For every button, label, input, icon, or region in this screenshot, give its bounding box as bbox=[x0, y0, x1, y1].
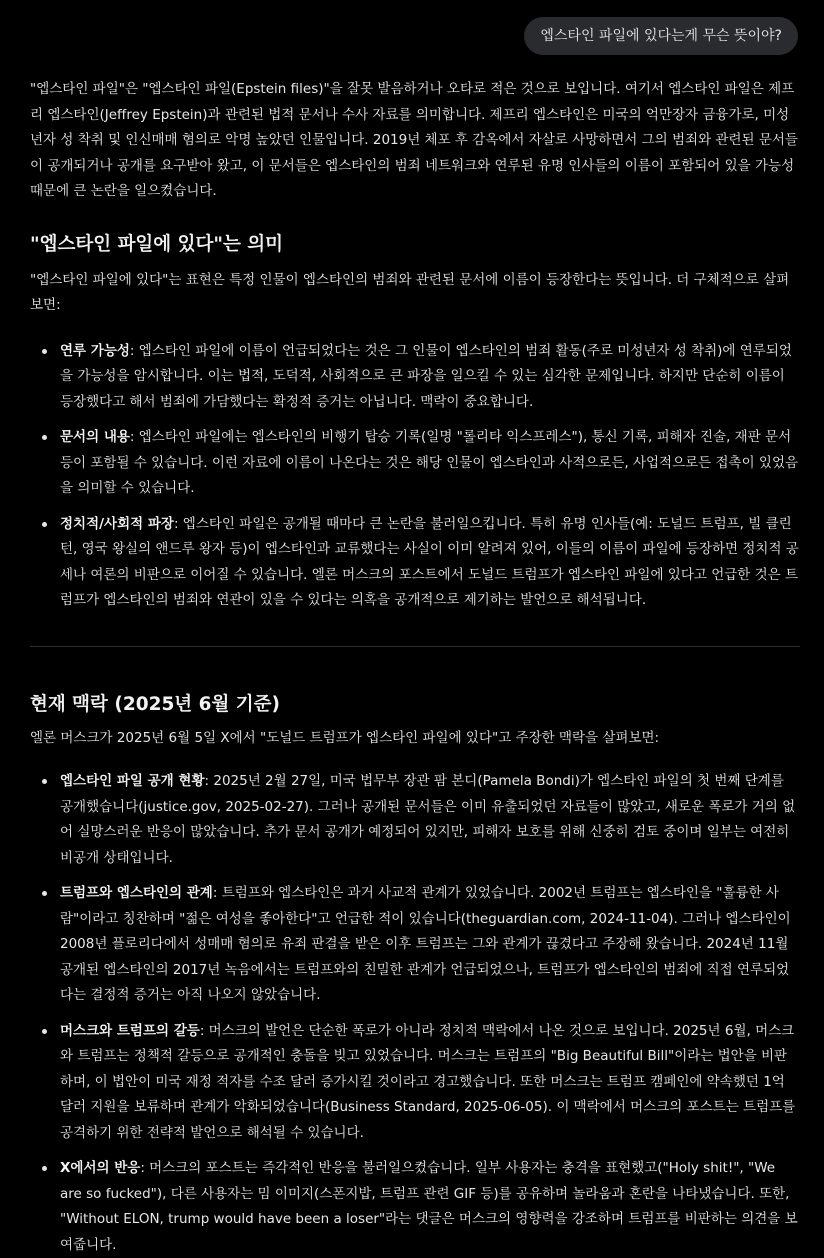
bullet-label: 문서의 내용 bbox=[60, 429, 130, 445]
section-intro-meaning: "엡스타인 파일에 있다"는 표현은 특정 인물이 엡스타인의 범죄와 관련된 문서에 이름이 등장한다는 뜻입니다. 더 구체적으로 살펴보면: bbox=[30, 271, 790, 313]
list-item bbox=[30, 1156, 800, 1258]
bullet-text: : 엡스타인 파일에 이름이 언급되었다는 것은 그 인물이 엡스타인의 범죄 활동(주로 미성년자 성 착취)에 연루되었을 가능성을 암시합니다. 이는 법적, 도덕적, 사회적으로 큰 파장을 일으킬 수 있는 심각한 문제입니다. 하지만 단순히 이름이 등장했다고 해서 범죄에 가담했다는 확정적 증거는 아닙니다. 맥락이 중요합니다. bbox=[60, 342, 792, 410]
bullet-list-context bbox=[30, 769, 800, 1258]
bullet-label: 정치적/사회적 파장 bbox=[60, 515, 174, 532]
assistant-response bbox=[30, 77, 800, 1258]
list-item bbox=[30, 339, 800, 416]
section-divider bbox=[30, 646, 800, 647]
list-item bbox=[30, 512, 800, 614]
section-heading-meaning: "엡스타인 파일에 있다"는 의미 bbox=[30, 233, 284, 255]
bullet-text: : 머스크의 포스트는 즉각적인 반응을 불러일으켰습니다. 일부 사용자는 충격을 표현했고("Holy shit!", "We are so fucked"), 다른 사용자는 밈 이미지(스폰지밥, 트럼프 관련 GIF 등)를 공유하며 놀라움과 혼란을 나타냈습니다. 또한, "Without ELON, trump would have been a loser"라는 댓글은 머스크의 영향력을 강조하며 트럼프를 비판하는 의견을 보여줍니다. bbox=[60, 1160, 798, 1253]
list-item bbox=[30, 425, 800, 502]
bullet-text: : 2025년 2월 27일, 미국 법무부 장관 팜 본디(Pamela Bondi)가 엡스타인 파일의 첫 번째 단계를 공개했습니다(justice.gov, 2025-02-27). 그러나 공개된 문서들은 이미 유출되었던 자료들이 많았고, 새로운 폭로가 거의 없어 실망스러운 반응이 많았습니다. 추가 문서 공개가 예정되어 있지만, 피해자 보호를 위해 신중히 검토 중이며 일부는 여전히 비공개 상태입니다. bbox=[60, 773, 796, 866]
bullet-text: : 트럼프와 엡스타인은 과거 사교적 관계가 있었습니다. 2002년 트럼프는 엡스타인을 "훌륭한 사람"이라고 칭찬하며 "젊은 여성을 좋아한다"고 언급한 적이 있습니다(theguardian.com, 2024-11-04). 그러나 엡스타인이 2008년 플로리다에서 성매매 혐의로 유죄 판결을 받은 이후 트럼프는 그와 관계가 끊겼다고 주장해 왔습니다. 2024년 11월 공개된 엡스타인의 2017년 녹음에서는 트럼프와의 친밀한 관계가 언급되었으나, 트럼프가 엡스타인의 범죄에 직접 연루되었다는 결정적 증거는 아직 나오지 않았습니다. bbox=[60, 885, 791, 1003]
bullet-label: X에서의 반응 bbox=[60, 1160, 141, 1176]
bullet-list-meaning bbox=[30, 339, 800, 614]
list-item bbox=[30, 881, 800, 1009]
bullet-text: : 머스크의 발언은 단순한 폭로가 아니라 정치적 맥락에서 나온 것으로 보입니다. 2025년 6월, 머스크와 트럼프는 정책적 갈등으로 공개적인 충돌을 빚고 있었습니다. 머스크는 트럼프의 "Big Beautiful Bill"이라는 법안을 비판하며, 이 법안이 미국 재정 적자를 수조 달러 증가시킬 것이라고 경고했습니다. 또한 머스크는 트럼프 캠페인에 약속했던 1억 달러 지원을 보류하며 관계가 악화되었습니다(Business Standard, 2025-06-05). 이 맥락에서 머스크의 포스트는 트럼프를 공격하기 위한 전략적 발언으로 해석될 수 있습니다. bbox=[60, 1022, 796, 1141]
user-message-bubble[interactable]: 엡스타인 파일에 있다는게 무슨 뜻이야? bbox=[524, 17, 798, 55]
section-intro-context: 엘론 머스크가 2025년 6월 5일 X에서 "도널드 트럼프가 엡스타인 파일에 있다"고 주장한 맥락을 살펴보면: bbox=[30, 729, 660, 746]
list-item bbox=[30, 1019, 800, 1147]
bullet-text: : 엡스타인 파일은 공개될 때마다 큰 논란을 불러일으킵니다. 특히 유명 인사들(예: 도널드 트럼프, 빌 클린턴, 영국 왕실의 앤드루 왕자 등)이 엡스타인과 교류했다는 사실이 이미 알려져 있어, 이들의 이름이 파일에 등장하면 정치적 공세나 여론의 비판으로 이어질 수 있습니다. 엘론 머스크의 포스트에서 도널드 트럼프가 엡스타인 파일에 있다고 언급한 것은 트럼프가 엡스타인의 범죄와 연관이 있을 수 있다는 의혹을 공개적으로 제기하는 발언으로 해석됩니다. bbox=[60, 515, 799, 608]
bullet-label: 연루 가능성 bbox=[60, 342, 130, 359]
list-item bbox=[30, 769, 800, 871]
bullet-text: : 엡스타인 파일에는 엡스타인의 비행기 탑승 기록(일명 "롤리타 익스프레스"), 통신 기록, 피해자 진술, 재판 문서 등이 포함될 수 있습니다. 이런 자료에 이름이 나온다는 것은 해당 인물이 엡스타인과 사적으로든, 사업적으로든 접촉이 있었음을 의미할 수 있습니다. bbox=[60, 429, 799, 496]
bullet-label: 엡스타인 파일 공개 현황 bbox=[60, 773, 205, 789]
section-heading-context: 현재 맥락 (2025년 6월 기준) bbox=[30, 693, 281, 715]
bullet-label: 트럼프와 엡스타인의 관계 bbox=[60, 885, 213, 901]
user-message-row bbox=[524, 17, 798, 55]
intro-paragraph: "엡스타인 파일"은 "엡스타인 파일(Epstein files)"을 잘못 발음하거나 오타로 적은 것으로 보입니다. 여기서 엡스타인 파일은 제프리 엡스타인(Jeffrey Epstein)과 관련된 법적 문서나 수사 자료를 의미합니다. 제프리 엡스타인은 미국의 억만장자 금융가로, 미성년자 성 착취 및 인신매매 혐의로 악명 높았던 인물입니다. 2019년 체포 후 감옥에서 자살로 사망하면서 그의 범죄와 관련된 문서들이 공개되거나 공개를 요구받아 왔고, 이 문서들은 엡스타인의 범죄 네트워크와 연루된 유명 인사들의 이름이 포함되어 있을 가능성 때문에 큰 논란을 일으켰습니다. bbox=[30, 81, 798, 199]
bullet-label: 머스크와 트럼프의 갈등 bbox=[60, 1022, 200, 1039]
